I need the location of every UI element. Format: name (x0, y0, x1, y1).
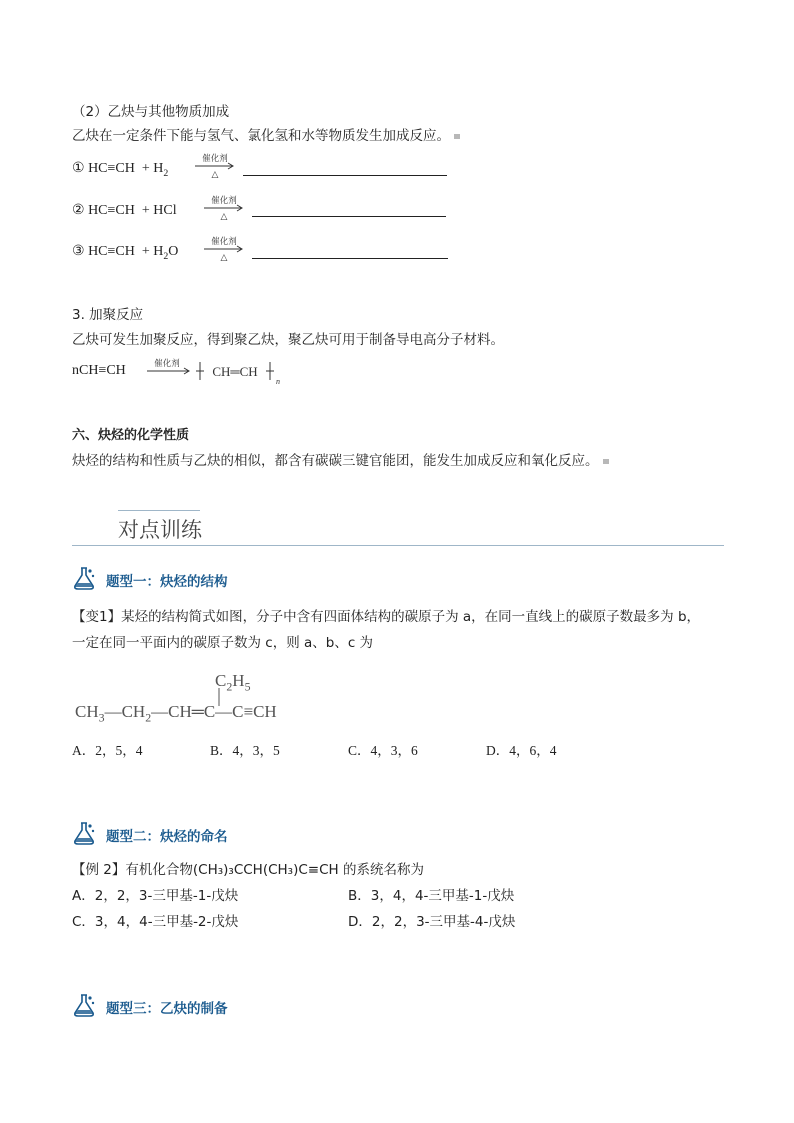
type1-question-line2: 一定在同一平面内的碳原子数为 c，则 a、b、c 为 (72, 635, 374, 651)
section6-text-body: 炔烃的结构和性质与乙炔的相似，都含有碳碳三键官能团，能发生加成反应和氧化反应。 (72, 453, 599, 469)
option-c[interactable]: C．3，4，4-三甲基-2-戊炔 (72, 914, 239, 930)
reaction-lhs: HC≡CH (88, 203, 135, 218)
reagent: H (153, 161, 164, 176)
question-tag: 【变1】 (72, 609, 122, 625)
section6-heading: 六、炔烃的化学性质 (72, 428, 190, 443)
reagent: H (153, 244, 164, 259)
reaction-2 (72, 202, 177, 219)
polymerization-left: nCH≡CH (72, 363, 126, 378)
flask-icon (72, 565, 98, 591)
reagent-subscript: 2 (163, 167, 169, 179)
question-tag: 【例 2】 (72, 862, 126, 878)
training-top-rule (118, 510, 200, 511)
reaction-lhs: HC≡CH (88, 161, 135, 176)
reaction-number: ③ (72, 244, 85, 259)
type2-question (72, 858, 424, 878)
reaction-number: ② (72, 203, 85, 218)
answer-blank-3[interactable] (252, 258, 448, 259)
catalyst-label: 催化剂 (211, 196, 237, 206)
heat-label: △ (220, 253, 228, 263)
type1-title: 题型一：炔烃的结构 (106, 574, 228, 590)
option-a[interactable]: A．2，2，3-三甲基-1-戊炔 (72, 888, 239, 904)
option-d[interactable]: D．4，6，4 (486, 743, 557, 758)
option-b[interactable]: B．4，3，5 (210, 743, 280, 758)
catalyst-label: 催化剂 (202, 154, 228, 164)
training-title: 对点训练 (118, 518, 202, 542)
flask-icon (72, 992, 98, 1018)
type3-title: 题型三：乙炔的制备 (106, 1001, 228, 1017)
heat-label: △ (211, 170, 219, 180)
addition-intro-text: 乙炔在一定条件下能与氢气、氯化氢和水等物质发生加成反应。 (72, 128, 450, 144)
reaction-arrow-icon (202, 194, 246, 222)
polymer-unit: CH═CH (212, 364, 258, 379)
polymer-n: n (276, 377, 280, 386)
question-text: 某烃的结构简式如图，分子中含有四面体结构的碳原子为 a，在同一直线上的碳原子数最多为 b， (121, 609, 701, 625)
training-bottom-rule (72, 545, 724, 546)
answer-blank-1[interactable] (243, 175, 447, 176)
reaction-3 (72, 243, 178, 262)
reaction-1 (72, 160, 168, 179)
reaction-arrow-icon (202, 235, 246, 263)
plus-sign: + (141, 244, 150, 259)
plus-sign: + (141, 161, 150, 176)
reaction-lhs: HC≡CH (88, 244, 135, 259)
option-a[interactable]: A．2，5，4 (72, 743, 143, 758)
answer-blank-2[interactable] (252, 216, 446, 217)
paragraph-mark-icon (603, 459, 609, 464)
molecule-chain: $CH_3—CH_2—CH═C—C\equiv CH$ (75, 702, 277, 725)
molecule-branch: $C_2H_5$ (215, 671, 251, 694)
option-c[interactable]: C．4，3，6 (348, 743, 418, 758)
section6-text (72, 449, 609, 469)
question-text: 有机化合物(CH₃)₃CCH(CH₃)C≡CH 的系统名称为 (125, 862, 424, 878)
heat-label: △ (220, 212, 228, 222)
reagent-tail: O (168, 244, 179, 259)
option-b[interactable]: B．3，4，4-三甲基-1-戊炔 (348, 888, 515, 904)
reagent: HCl (153, 203, 177, 218)
option-d[interactable]: D．2，2，3-三甲基-4-戊炔 (348, 914, 516, 930)
reagent-subscript: 2 (163, 250, 169, 262)
polymerization-heading: 3. 加聚反应 (72, 307, 144, 323)
reaction-arrow-icon (145, 358, 193, 378)
polymerization-text: 乙炔可发生加聚反应，得到聚乙炔，聚乙炔可用于制备导电高分子材料。 (72, 332, 504, 348)
type2-title: 题型二：炔烃的命名 (106, 829, 228, 845)
addition-intro (72, 124, 460, 144)
catalyst-label: 催化剂 (154, 359, 180, 369)
paragraph-mark-icon (454, 134, 460, 139)
type1-question-line1 (72, 605, 700, 625)
addition-heading: （2）乙炔与其他物质加成 (72, 104, 230, 120)
flask-icon (72, 820, 98, 846)
reaction-arrow-icon (193, 152, 237, 180)
reaction-number: ① (72, 161, 85, 176)
catalyst-label: 催化剂 (211, 237, 237, 247)
plus-sign: + (141, 203, 150, 218)
polymer-bracket (196, 358, 286, 386)
